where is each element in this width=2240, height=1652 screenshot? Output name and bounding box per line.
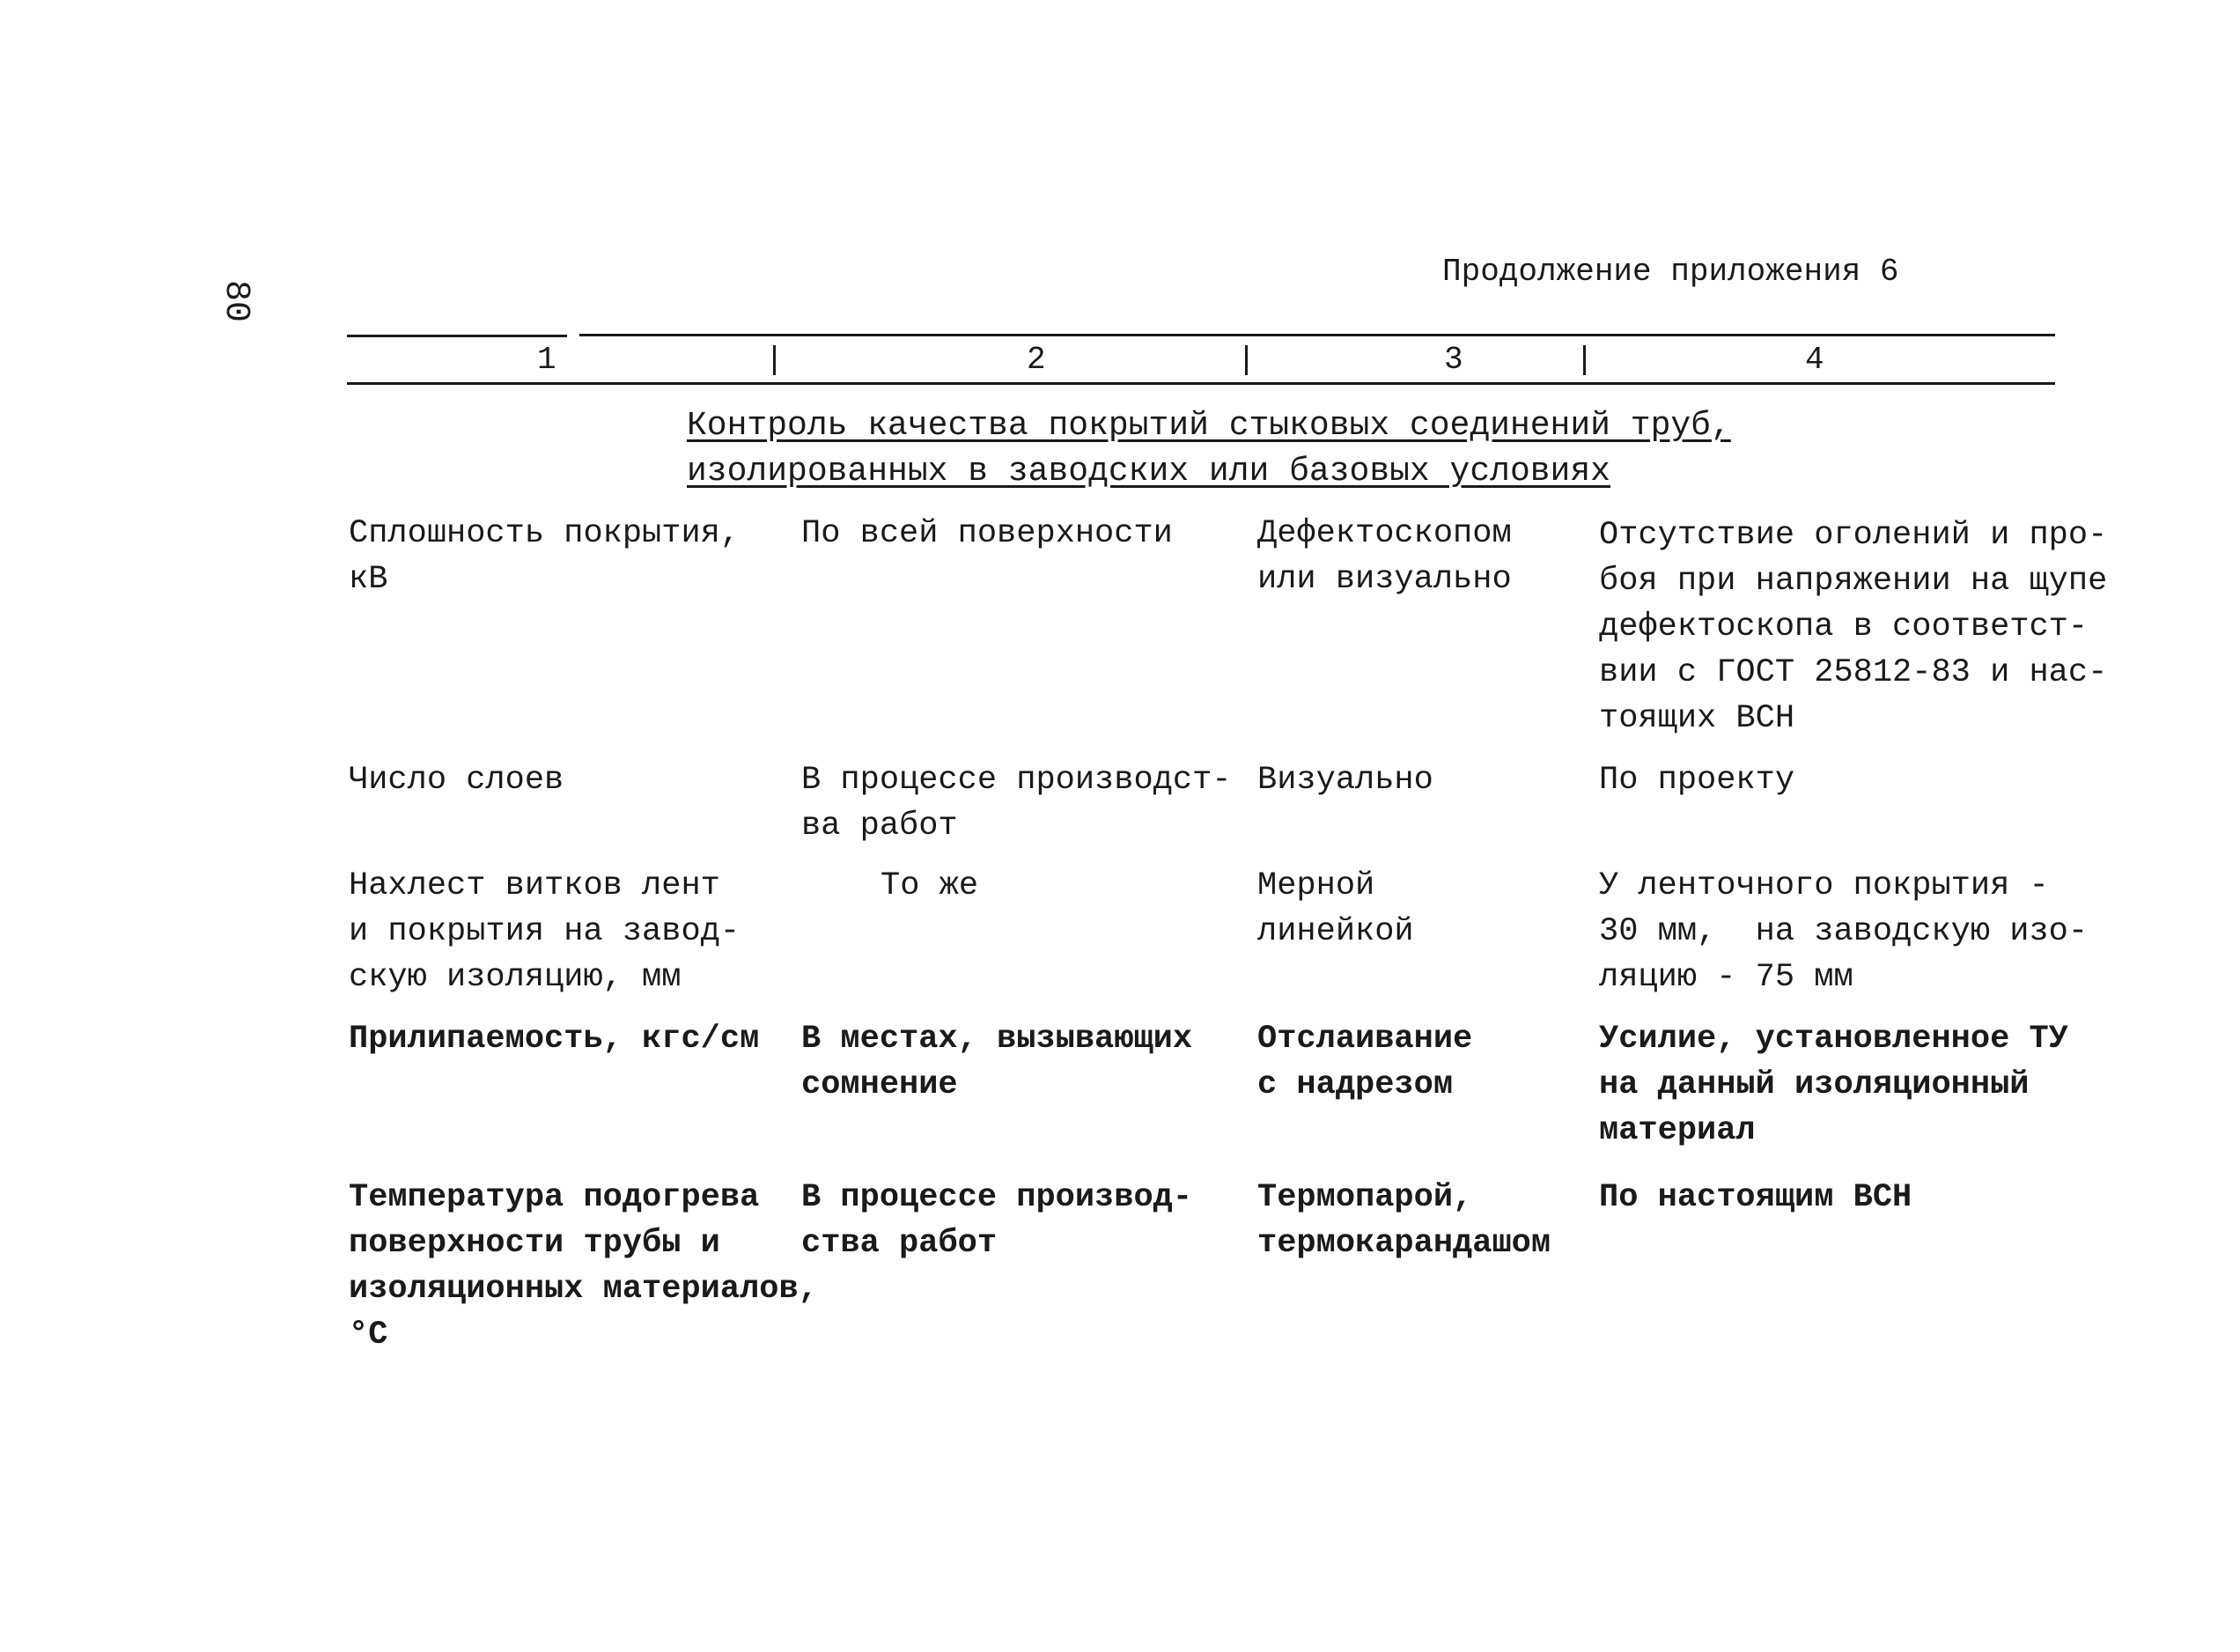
column-number-4: 4 bbox=[1805, 342, 1824, 378]
cell-parameter: Температура подогрева поверхности трубы и изоляционных материалов, °С bbox=[349, 1179, 818, 1353]
column-separator bbox=[1245, 345, 1248, 375]
continuation-label: Продолжение приложения 6 bbox=[1442, 254, 1899, 290]
cell-method: Мерной линейкой bbox=[1257, 867, 1414, 950]
cell-parameter: Число слоев bbox=[349, 762, 564, 799]
cell-parameter: Сплошность покрытия, кВ bbox=[349, 515, 741, 598]
header-rule-top-left bbox=[347, 335, 567, 337]
column-separator bbox=[1583, 345, 1586, 375]
section-title bbox=[687, 403, 1731, 495]
header-rule-bottom bbox=[347, 382, 2055, 385]
cell-requirement: По настоящим ВСН bbox=[1599, 1179, 1912, 1216]
cell-method: Термопарой, термокарандашом bbox=[1257, 1179, 1551, 1262]
cell-requirement: У ленточного покрытия - 30 мм, на заводскую изо- ляцию - 75 мм bbox=[1599, 867, 2089, 996]
column-number-3: 3 bbox=[1444, 342, 1463, 378]
cell-scope: В процессе производст- ва работ bbox=[801, 762, 1232, 844]
cell-requirement: По проекту bbox=[1599, 762, 1795, 799]
column-number-1: 1 bbox=[537, 342, 556, 378]
section-title-line: Контроль качества покрытий стыковых соединений труб, bbox=[687, 407, 1731, 445]
cell-method: Отслаивание с надрезом bbox=[1257, 1021, 1473, 1103]
cell-method: Визуально bbox=[1257, 762, 1433, 799]
cell-requirement: Усилие, установленное ТУ на данный изоляционный материал bbox=[1599, 1021, 2068, 1149]
header-rule-top-right bbox=[579, 334, 2055, 336]
cell-method: Дефектоскопом или визуально bbox=[1257, 515, 1512, 598]
page-number: 80 bbox=[216, 280, 255, 323]
column-separator bbox=[773, 345, 776, 375]
cell-parameter: Нахлест витков лент и покрытия на завод- скую изоляцию, мм bbox=[349, 867, 741, 996]
cell-scope: В процессе производ- ства работ bbox=[801, 1179, 1193, 1262]
cell-scope: По всей поверхности bbox=[801, 515, 1173, 552]
cell-scope: То же bbox=[881, 867, 979, 904]
section-title-line: изолированных в заводских или базовых условиях bbox=[687, 453, 1610, 490]
column-number-2: 2 bbox=[1027, 342, 1046, 378]
cell-requirement: Отсутствие оголений и про- боя при напряжении на щупе дефектоскопа в соответст- вии с ГОСТ 25812-83 и нас- тоящих ВСН bbox=[1599, 517, 2108, 737]
cell-scope: В местах, вызывающих сомнение bbox=[801, 1021, 1193, 1103]
cell-parameter: Прилипаемость, кгс/см bbox=[349, 1021, 760, 1058]
